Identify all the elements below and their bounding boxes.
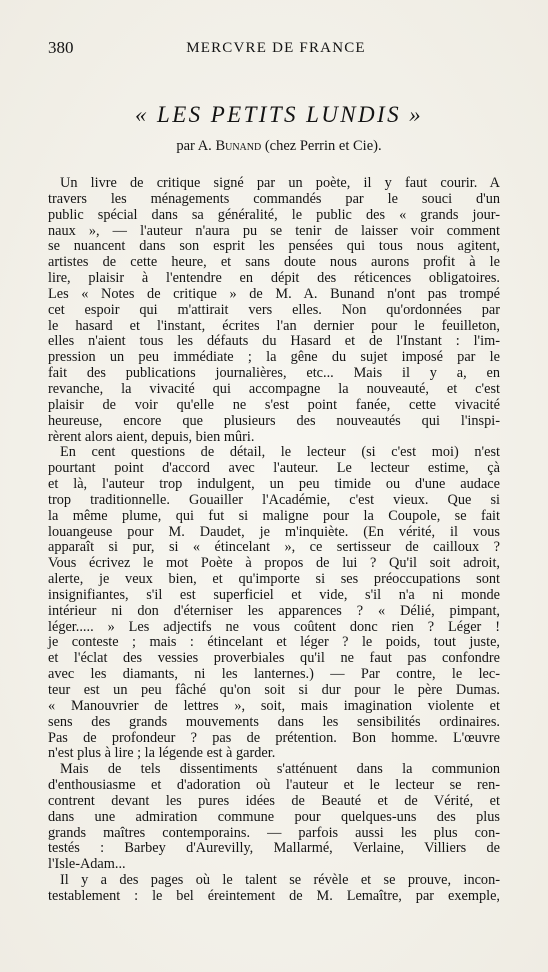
text-line: Pas de profondeur ? pas de prétention. Bon homme. L'œuvre (48, 729, 500, 746)
text-line: je conteste ; mais : étincelant et léger ? le poids, tout juste, (48, 634, 500, 651)
text-line: n'est plus à lire ; la légende est à garder. (48, 745, 276, 762)
text-line: heureuse, encore que plusieurs des nouveautés qui l'inspi- (48, 412, 500, 429)
text-line: naux », — l'auteur n'aura pu se tenir de laisser voir comment (48, 222, 500, 239)
text-line: insignifiantes, s'il est superficiel et vide, s'il n'a ni monde (48, 586, 500, 603)
byline-prefix: par A. (176, 138, 216, 154)
text-line: louangeuse pour M. Daudet, je m'inquiète. (En vérité, il vous (48, 523, 500, 540)
text-line: intérieur ni don d'éterniser les apparences ? « Délié, pimpant, (48, 602, 500, 619)
text-line: et l'éclat des vessies proverbiales qu'il ne faut pas confondre (48, 650, 500, 667)
text-line: le hasard et l'instant, écrites l'an dernier pour le feuilleton, (48, 317, 500, 334)
article-title: « LES PETITS LUNDIS » (134, 102, 424, 127)
text-line: pression un peu immédiate ; la gêne du sujet imposé par le (48, 349, 500, 366)
text-line: En cent questions de détail, le lecteur (si c'est moi) n'est (60, 444, 500, 461)
text-line: « Manouvrier de lettres », soit, mais imagination violente et (48, 697, 500, 714)
text-line: se nuancent dans son esprit les pensées qui tous nous agitent, (48, 238, 500, 255)
text-line: alerte, je veux bien, et qu'importe si ses préoccupations sont (48, 571, 500, 588)
text-line: public spécial dans sa généralité, le public des « grands jour- (48, 206, 500, 223)
text-line: testablement : le bel éreintement de M. Lemaître, par exemple, (48, 887, 500, 904)
text-line: d'enthousiasme et d'adoration où l'auteur et le lecteur se ren- (48, 777, 500, 794)
text-line: et là, l'auteur trop indulgent, un peu timide ou d'une audace (48, 476, 500, 493)
text-line: testés : Barbey d'Aurevilly, Mallarmé, Verlaine, Villiers de (48, 840, 500, 857)
text-line: plaisir de voir qu'elle ne s'est point fanée, cette vivacité (48, 396, 500, 413)
text-line: pourtant point d'accord avec l'auteur. Le lecteur estime, çà (48, 460, 500, 477)
text-line: lire, plaisir à l'entendre en dépit des réticences obligatoires. (48, 270, 500, 287)
journal-title: MERCVRE DE FRANCE (186, 40, 366, 56)
text-line: avec les diamants, ni les lanternes.) — Par contre, le lec- (48, 666, 500, 683)
text-line: trop traditionnelle. Gouailler l'Académie, c'est vieux. Que si (48, 491, 500, 508)
text-line: Mais de tels dissentiments s'atténuent dans la communion (60, 761, 500, 778)
text-line: fait des publications journalières, etc... Mais il y a, en (48, 365, 500, 382)
article-body (48, 176, 500, 905)
text-line: dans une admiration commune pour quelques-uns des plus (48, 808, 500, 825)
text-line: teur est un peu fâché qu'on soit si dur pour le père Dumas. (48, 682, 500, 698)
article-byline (40, 138, 518, 155)
text-line: apparaît si pur, si « étincelant », ce sertisseur de cailloux ? (48, 539, 500, 556)
text-line: contrent devant les pures idées de Beauté et de Vérité, et (48, 792, 500, 809)
byline-publisher: (chez Perrin et Cie). (261, 138, 382, 154)
running-head (44, 38, 508, 60)
text-line: revanche, la vivacité qui accompagne la nouveauté, et c'est (48, 380, 500, 397)
text-line: l'Isle-Adam... (48, 856, 126, 873)
text-line: léger..... » Les adjectifs ne vous coûtent donc rien ? Léger ! (48, 618, 500, 635)
text-line: artistes de cette heure, et sans doute nous aurons profit à le (48, 254, 500, 271)
text-line: elles n'aient tous les défauts du Hasard et de l'Instant : l'im- (48, 333, 500, 350)
text-line: Les « Notes de critique » de M. A. Bunand n'ont pas trompé (48, 285, 500, 302)
text-line: grands maîtres contemporains. — parfois aussi les plus con- (48, 824, 500, 841)
text-line: Vous écrivez le mot Poète à propos de lui ? Qu'il soit adroit, (48, 555, 500, 572)
text-line: cet espoir qui m'attirait vers elles. Non qu'ordonnées par (48, 301, 500, 318)
text-line: la même plume, qui fut si maligne pour la Coupole, se fait (48, 507, 500, 524)
byline-author: Bunand (215, 138, 262, 154)
text-line: Un livre de critique signé par un poète, il y faut courir. A (60, 175, 500, 191)
text-line: rèrent alors aient, depuis, bien mûri. (48, 428, 255, 445)
text-line: travers les ménagements commandés par le souci d'un (48, 190, 500, 207)
page-number: 380 (48, 38, 74, 57)
text-line: sens des grands mouvements dans les sensibilités ordinaires. (48, 713, 500, 730)
text-line: Il y a des pages où le talent se révèle et se prouve, incon- (60, 872, 500, 889)
